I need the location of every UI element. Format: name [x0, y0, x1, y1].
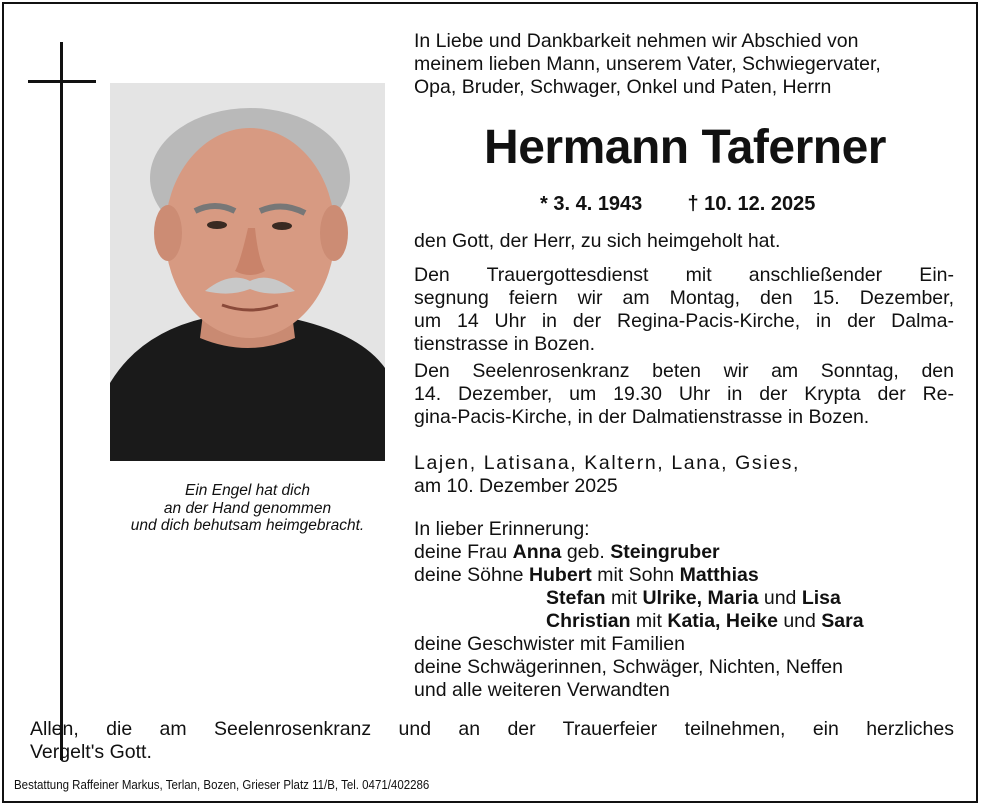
- relative-son-3: Christian mit Katia, Heike und Sara: [546, 610, 864, 632]
- cross-icon-vertical: [60, 42, 63, 760]
- intro-line: meinem lieben Mann, unserem Vater, Schwiegervater,: [414, 53, 881, 75]
- quote-line: Ein Engel hat dich: [185, 482, 310, 499]
- quote-line: an der Hand genommen: [163, 499, 332, 517]
- death-date: † 10. 12. 2025: [687, 193, 816, 215]
- closing-line: Allen, die am Seelenrosenkranz und an der Trauerfeier teilnehmen, ein herzliches: [30, 718, 954, 740]
- service-line: um 14 Uhr in der Regina-Pacis-Kirche, in der Dalma-: [414, 310, 954, 332]
- place-date: [414, 452, 954, 498]
- rosary-line: 14. Dezember, um 19.30 Uhr in der Krypta der Re-: [414, 383, 954, 405]
- relative-in-laws: deine Schwägerinnen, Schwäger, Nichten, Neffen: [414, 656, 843, 678]
- memory-heading: In lieber Erinnerung:: [414, 518, 590, 540]
- closing-text: [30, 718, 954, 764]
- life-dates: [540, 192, 815, 216]
- places-line: Lajen, Latisana, Kaltern, Lana, Gsies,: [414, 452, 801, 474]
- relative-son-2: Stefan mit Ulrike, Maria und Lisa: [546, 587, 841, 609]
- rosary-line: gina-Pacis-Kirche, in der Dalmatienstrasse in Bozen.: [414, 406, 870, 428]
- service-paragraph: [414, 264, 954, 356]
- intro-line: In Liebe und Dankbarkeit nehmen wir Abschied von: [414, 30, 859, 52]
- service-line: segnung feiern wir am Montag, den 15. Dezember,: [414, 287, 954, 309]
- intro-line: Opa, Bruder, Schwager, Onkel und Paten, Herrn: [414, 76, 832, 98]
- birth-date: * 3. 4. 1943: [540, 193, 643, 215]
- service-line: Den Trauergottesdienst mit anschließender Ein-: [414, 264, 954, 286]
- quote-line: und dich behutsam heimgebracht.: [130, 517, 365, 534]
- cross-icon-horizontal: [28, 80, 96, 83]
- relatives-list: [414, 518, 954, 702]
- called-home-line: den Gott, der Herr, zu sich heimgeholt hat.: [414, 230, 781, 252]
- date-line: am 10. Dezember 2025: [414, 475, 618, 497]
- rosary-paragraph: [414, 360, 954, 429]
- relative-wife: deine Frau Anna geb. Steingruber: [414, 541, 720, 563]
- relative-son-1: deine Söhne Hubert mit Sohn Matthias: [414, 564, 759, 586]
- rosary-line: Den Seelenrosenkranz beten wir am Sonntag, den: [414, 360, 954, 382]
- relative-others: und alle weiteren Verwandten: [414, 679, 670, 701]
- relative-siblings: deine Geschwister mit Familien: [414, 633, 685, 655]
- called-home-text: [414, 230, 954, 253]
- quote: [100, 482, 395, 535]
- portrait-photo: [110, 83, 385, 461]
- closing-line: Vergelt's Gott.: [30, 741, 152, 763]
- deceased-name: Hermann Taferner: [484, 121, 886, 174]
- service-line: tienstrasse in Bozen.: [414, 333, 596, 355]
- funeral-home-footer: Bestattung Raffeiner Markus, Terlan, Bozen, Grieser Platz 11/B, Tel. 0471/402286: [14, 778, 430, 792]
- intro-text: [414, 30, 954, 99]
